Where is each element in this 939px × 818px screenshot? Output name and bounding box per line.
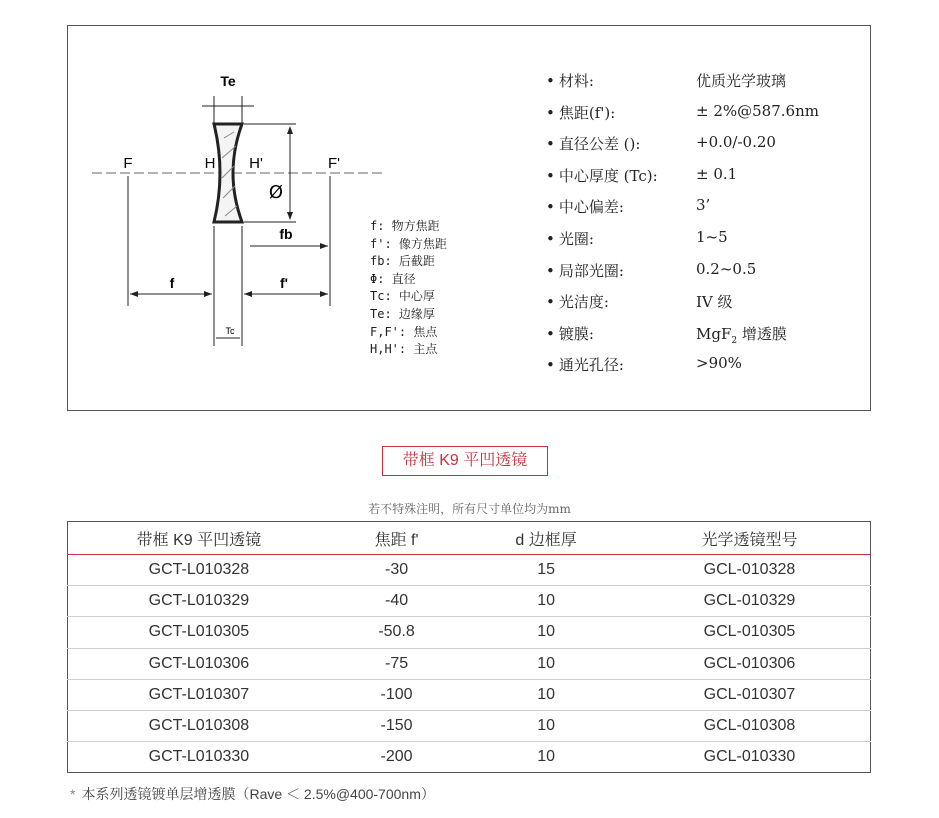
table-cell: GCT-L010328 xyxy=(148,561,250,579)
spec-label: • 材料: xyxy=(546,70,594,91)
coating-subscript: 2 xyxy=(731,335,738,346)
product-title: 带框 K9 平凹透镜 xyxy=(382,446,548,476)
spec-value: >90% xyxy=(696,354,742,373)
table-cell: -50.8 xyxy=(330,617,463,648)
table-cell: GCT-L010307 xyxy=(68,679,330,710)
unit-note: 若不特殊注明，所有尺寸单位均为mm xyxy=(368,502,571,516)
table-row xyxy=(68,617,871,648)
table-cell: 10 xyxy=(463,617,629,648)
table-cell: -30 xyxy=(384,561,409,579)
table-cell: -75 xyxy=(330,648,463,679)
spec-row-material xyxy=(546,70,846,102)
legend-item: Tc: 中心厚 xyxy=(370,289,435,304)
table-cell: GCL-010330 xyxy=(629,742,871,773)
spec-row-diameter-tolerance xyxy=(546,133,846,165)
diagram-legend xyxy=(370,218,447,359)
footnote xyxy=(70,784,435,804)
table-cell: GCT-L010306 xyxy=(68,648,330,679)
spec-value: 3’ xyxy=(696,196,711,215)
column-header: d 边框厚 xyxy=(463,522,629,555)
table-cell: 10 xyxy=(463,710,629,741)
table-cell: -40 xyxy=(330,586,463,617)
column-header: 焦距 f' xyxy=(330,522,463,555)
table-cell: 10 xyxy=(463,648,629,679)
spec-label: • 通光孔径: xyxy=(546,354,624,375)
product-table xyxy=(67,521,871,773)
table-cell: 15 xyxy=(537,561,555,579)
table-cell: GCL-010307 xyxy=(629,679,871,710)
spec-label: • 光洁度: xyxy=(546,291,609,312)
table-cell: GCT-L010308 xyxy=(68,710,330,741)
table-cell: GCL-010328 xyxy=(703,561,796,579)
legend-item: Φ: 直径 xyxy=(370,271,416,286)
table-row xyxy=(68,710,871,741)
spec-row-coating xyxy=(546,323,846,355)
legend-item: Te: 边缘厚 xyxy=(370,306,435,321)
table-row xyxy=(68,586,871,617)
table-cell: -200 xyxy=(330,742,463,773)
legend-item: H,H': 主点 xyxy=(370,342,438,357)
f-prime-right-label: F' xyxy=(327,155,341,172)
coating-suffix: 增透膜 xyxy=(737,324,787,343)
table-cell: GCL-010308 xyxy=(629,710,871,741)
spec-label: • 局部光圈: xyxy=(546,260,624,281)
table-cell: GCL-010305 xyxy=(629,617,871,648)
table-header-row xyxy=(68,522,871,555)
table-cell: -150 xyxy=(330,710,463,741)
tc-label: Tc xyxy=(225,326,235,336)
spec-value: 0.2~0.5 xyxy=(696,259,757,278)
spec-panel xyxy=(67,25,871,411)
table-cell: GCT-L010305 xyxy=(68,617,330,648)
spec-row-clear-aperture xyxy=(546,354,846,386)
f-prime-label: f' xyxy=(280,275,288,291)
f-label: f xyxy=(169,275,175,291)
footnote-text: 本系列透镜镀单层增透膜（Rave ＜ 2.5%@400-700nm） xyxy=(81,786,435,802)
table-cell: GCL-010329 xyxy=(629,586,871,617)
h-prime-label: H' xyxy=(249,155,263,172)
table-cell: GCL-010306 xyxy=(629,648,871,679)
spec-label: • 中心厚度 (Tc): xyxy=(546,165,658,186)
spec-row-surface-quality xyxy=(546,291,846,323)
spec-value: IV 级 xyxy=(696,293,733,312)
spec-value: ± 0.1 xyxy=(696,164,738,183)
spec-value: +0.0/-0.20 xyxy=(696,133,776,152)
spec-label: • 直径公差 (): xyxy=(546,133,640,154)
legend-item: f: 物方焦距 xyxy=(370,219,440,233)
diameter-label: Ø xyxy=(268,182,284,203)
footnote-star: * xyxy=(70,786,76,802)
spec-row-center-thickness xyxy=(546,165,846,197)
spec-row-focal-length xyxy=(546,102,846,134)
spec-label: • 镀膜: xyxy=(546,323,594,344)
spec-value: 1~5 xyxy=(696,227,728,246)
h-label: H xyxy=(204,155,216,172)
column-header: 光学透镜型号 xyxy=(629,522,871,555)
table-cell: 10 xyxy=(463,679,629,710)
spec-value: ± 2%@587.6nm xyxy=(696,101,819,120)
table-cell: GCT-L010330 xyxy=(68,742,330,773)
spec-label: • 中心偏差: xyxy=(546,196,624,217)
te-label: Te xyxy=(220,73,236,89)
legend-item: f': 像方焦距 xyxy=(370,236,447,251)
spec-row-irregularity xyxy=(546,260,846,292)
table-row xyxy=(68,648,871,679)
legend-item: fb: 后截距 xyxy=(370,254,435,269)
spec-row-centration xyxy=(546,196,846,228)
spec-value: 优质光学玻璃 xyxy=(696,72,787,90)
spec-label: • 光圈: xyxy=(546,228,594,249)
f-left-label: F xyxy=(123,155,133,172)
column-header: 带框 K9 平凹透镜 xyxy=(68,522,330,555)
spec-list xyxy=(546,70,846,386)
table-cell: -100 xyxy=(330,679,463,710)
spec-label: • 焦距(f'): xyxy=(546,102,615,123)
coating-prefix: MgF xyxy=(696,324,732,343)
table-cell: GCT-L010329 xyxy=(68,586,330,617)
fb-label: fb xyxy=(279,226,293,242)
legend-item: F,F': 焦点 xyxy=(370,324,438,339)
spec-value xyxy=(696,323,787,346)
table-row xyxy=(68,742,871,773)
table-cell: 10 xyxy=(463,742,629,773)
table-row xyxy=(68,555,871,586)
table-cell: 10 xyxy=(463,586,629,617)
table-row xyxy=(68,679,871,710)
spec-row-power xyxy=(546,228,846,260)
